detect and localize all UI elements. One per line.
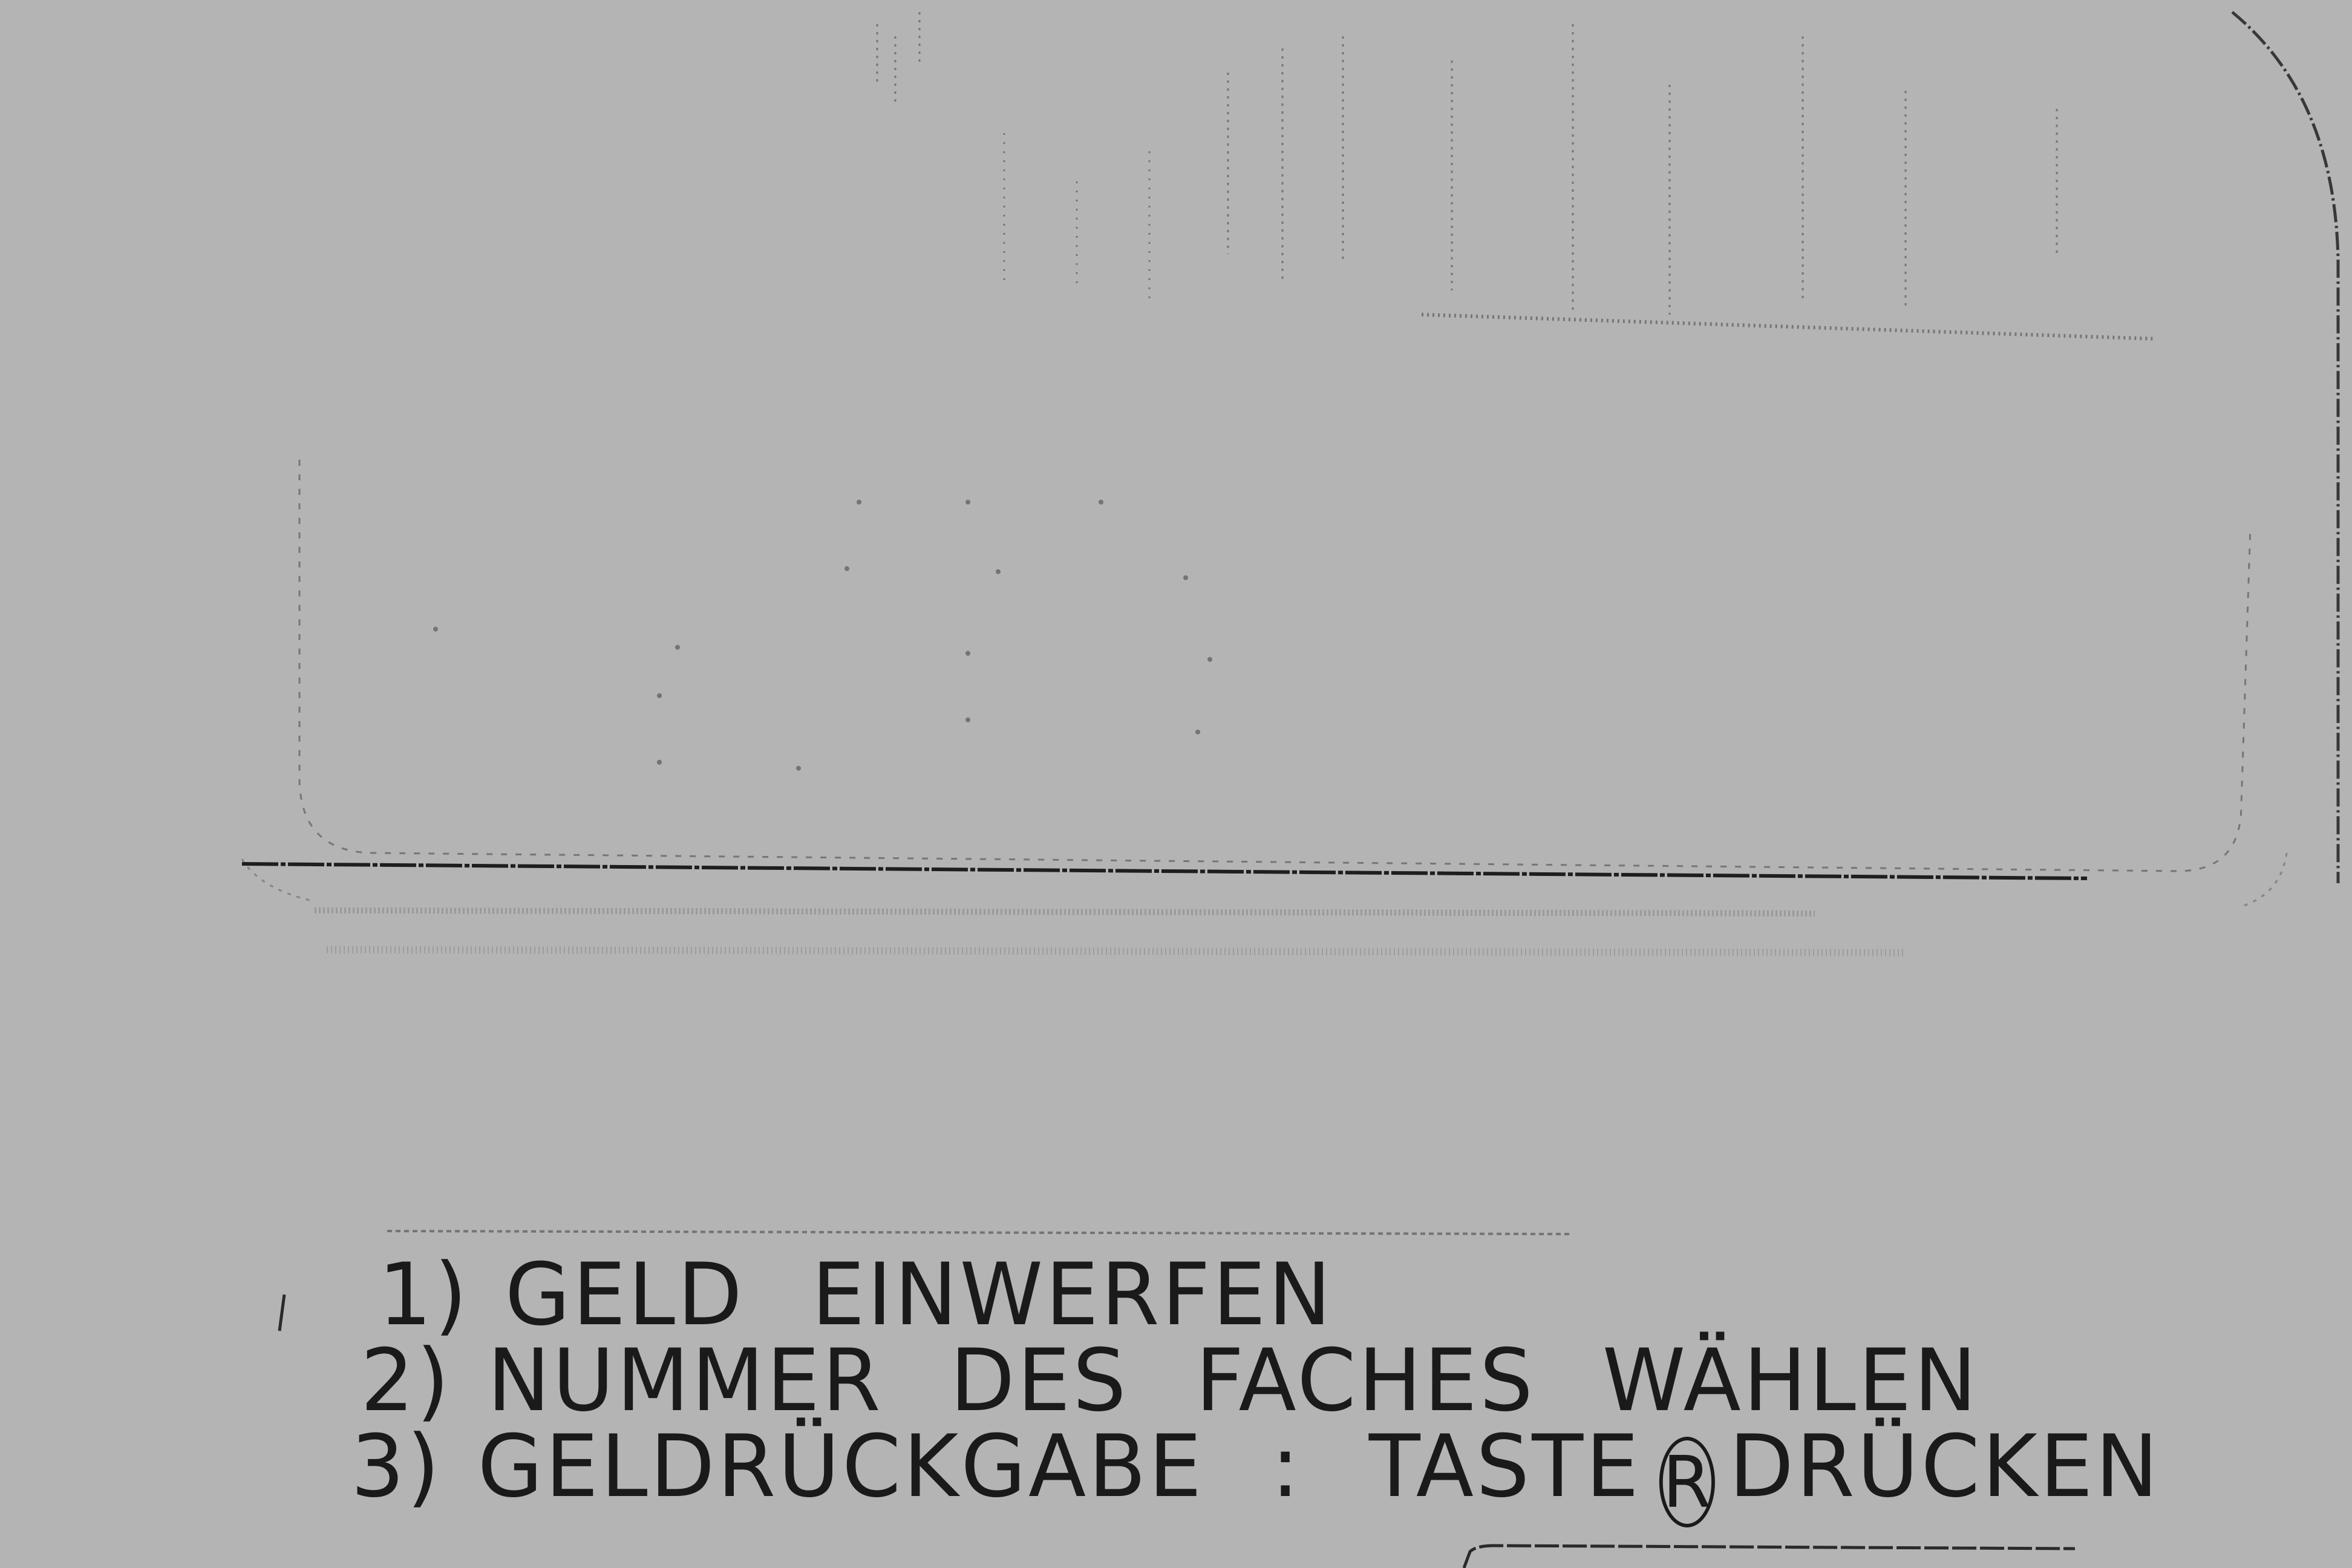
step-word: DES xyxy=(950,1331,1129,1431)
instruction-step-1 xyxy=(351,1245,2129,1345)
step-key-word: TASTE xyxy=(1368,1417,1641,1517)
step-word: WÄHLEN xyxy=(1602,1331,1979,1431)
instructions-top-rule xyxy=(387,1231,1573,1234)
instruction-step-3 xyxy=(351,1417,2161,1524)
faint-print-line xyxy=(315,910,1815,913)
step-label: GELDRÜCKGABE xyxy=(477,1417,1204,1517)
scan-noise xyxy=(877,12,2154,339)
step-text xyxy=(477,1417,1641,1517)
lower-frame-corners xyxy=(242,853,2287,907)
step-word: NUMMER xyxy=(487,1331,883,1431)
instruction-list xyxy=(351,1245,2161,1524)
left-tick-mark xyxy=(279,1295,284,1331)
step-number: 2) xyxy=(360,1331,452,1431)
outer-frame-curve xyxy=(2232,12,2338,883)
bottom-box-edge xyxy=(1464,1546,2075,1568)
instruction-step-2 xyxy=(351,1331,2129,1431)
display-window-specks xyxy=(433,500,1212,771)
display-window-outline xyxy=(299,460,2250,871)
step-text xyxy=(505,1245,1334,1345)
faint-print-line xyxy=(327,950,1906,953)
step-number: 3) xyxy=(351,1417,442,1517)
step-number: 1) xyxy=(378,1245,469,1345)
step-word: EINWERFEN xyxy=(811,1245,1334,1345)
step-separator: : xyxy=(1271,1417,1302,1517)
step-action: DRÜCKEN xyxy=(1729,1417,2161,1517)
step-word: FACHES xyxy=(1195,1331,1535,1431)
step-word: GELD xyxy=(505,1245,745,1345)
step-text xyxy=(487,1331,1979,1431)
return-key-symbol: R xyxy=(1659,1437,1714,1527)
divider-line xyxy=(242,864,2087,878)
